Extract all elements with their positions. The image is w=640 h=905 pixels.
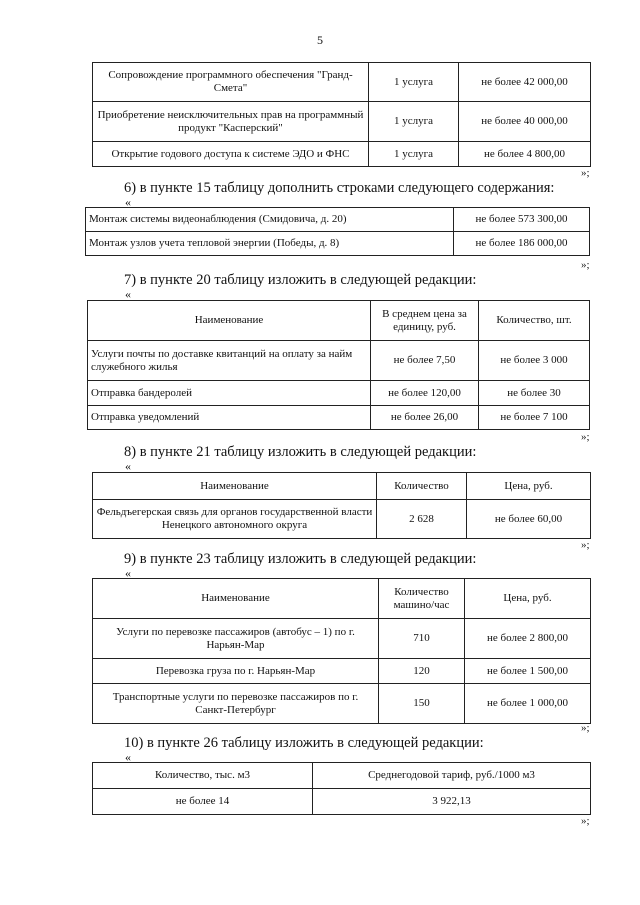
section-10-table (92, 762, 591, 815)
section-9-heading: 9) в пункте 23 таблицу изложить в следующей редакции: (124, 551, 477, 567)
service-name-cell: Отправка бандеролей (88, 381, 371, 406)
table-row (86, 232, 590, 256)
column-header: Количество машино/час (379, 579, 465, 619)
service-name-cell: Транспортные услуги по перевозке пассажиров по г. Санкт-Петербург (93, 684, 379, 724)
service-qty-cell: не более 3 000 (479, 341, 590, 381)
section-7-heading: 7) в пункте 20 таблицу изложить в следующей редакции: (124, 272, 477, 288)
service-name-cell: Услуги по перевозке пассажиров (автобус – 1) по г. Нарьян-Мар (93, 619, 379, 659)
table-row (93, 102, 591, 142)
service-qty-cell: 1 услуга (369, 102, 459, 142)
opening-quote: « (125, 195, 131, 209)
service-price-cell: не более 120,00 (371, 381, 479, 406)
column-header: Цена, руб. (465, 579, 591, 619)
service-price-cell: не более 1 000,00 (465, 684, 591, 724)
work-name-cell: Монтаж узлов учета тепловой энергии (Победы, д. 8) (86, 232, 454, 256)
service-qty-cell: 2 628 (377, 500, 467, 539)
column-header: В среднем цена за единицу, руб. (371, 301, 479, 341)
work-price-cell: не более 573 300,00 (454, 208, 590, 232)
service-qty-cell: не более 7 100 (479, 406, 590, 430)
section-8-heading: 8) в пункте 21 таблицу изложить в следующей редакции: (124, 444, 477, 460)
table-header-row (93, 579, 591, 619)
service-qty-cell: 1 услуга (369, 142, 459, 167)
column-header: Среднегодовой тариф, руб./1000 м3 (313, 763, 591, 789)
section-8-table (92, 472, 591, 539)
column-header: Наименование (88, 301, 371, 341)
closing-quote: »; (581, 259, 590, 271)
table-row (93, 142, 591, 167)
table-header-row (93, 473, 591, 500)
service-name-cell: Отправка уведомлений (88, 406, 371, 430)
opening-quote: « (125, 750, 131, 764)
service-price-cell: не более 26,00 (371, 406, 479, 430)
table-row (88, 341, 590, 381)
service-name-cell: Услуги почты по доставке квитанций на оплату за найм служебного жилья (88, 341, 371, 381)
service-price-cell: не более 40 000,00 (459, 102, 591, 142)
service-price-cell: не более 1 500,00 (465, 659, 591, 684)
service-qty-cell: 150 (379, 684, 465, 724)
service-price-cell: не более 60,00 (467, 500, 591, 539)
table-row (93, 659, 591, 684)
column-header: Наименование (93, 473, 377, 500)
service-price-cell: не более 2 800,00 (465, 619, 591, 659)
table-row (88, 381, 590, 406)
opening-quote: « (125, 459, 131, 473)
column-header: Цена, руб. (467, 473, 591, 500)
table-row (86, 208, 590, 232)
column-header: Количество (377, 473, 467, 500)
opening-quote: « (125, 566, 131, 580)
service-name-cell: Приобретение неисключительных прав на программный продукт "Касперский" (93, 102, 369, 142)
table-row (88, 406, 590, 430)
tariff-cell: 3 922,13 (313, 789, 591, 815)
service-qty-cell: 120 (379, 659, 465, 684)
service-name-cell: Фельдъегерская связь для органов государственной власти Ненецкого автономного округа (93, 500, 377, 539)
work-price-cell: не более 186 000,00 (454, 232, 590, 256)
service-qty-cell: 710 (379, 619, 465, 659)
section-9-table (92, 578, 591, 724)
table-row (93, 789, 591, 815)
section-7-table (87, 300, 590, 430)
page-number: 5 (317, 33, 323, 47)
table-header-row (88, 301, 590, 341)
table-row (93, 63, 591, 102)
service-name-cell: Сопровождение программного обеспечения "Гранд-Смета" (93, 63, 369, 102)
closing-quote: »; (581, 815, 590, 827)
column-header: Количество, тыс. м3 (93, 763, 313, 789)
table-row (93, 684, 591, 724)
service-price-cell: не более 7,50 (371, 341, 479, 381)
quantity-cell: не более 14 (93, 789, 313, 815)
software-services-table (92, 62, 591, 167)
service-price-cell: не более 4 800,00 (459, 142, 591, 167)
column-header: Наименование (93, 579, 379, 619)
closing-quote: »; (581, 167, 590, 179)
table-row (93, 500, 591, 539)
column-header: Количество, шт. (479, 301, 590, 341)
table-header-row (93, 763, 591, 789)
service-price-cell: не более 42 000,00 (459, 63, 591, 102)
service-name-cell: Открытие годового доступа к системе ЭДО и ФНС (93, 142, 369, 167)
table-row (93, 619, 591, 659)
service-qty-cell: не более 30 (479, 381, 590, 406)
closing-quote: »; (581, 539, 590, 551)
section-6-table (85, 207, 590, 256)
work-name-cell: Монтаж системы видеонаблюдения (Смидовича, д. 20) (86, 208, 454, 232)
closing-quote: »; (581, 431, 590, 443)
service-name-cell: Перевозка груза по г. Нарьян-Мар (93, 659, 379, 684)
closing-quote: »; (581, 722, 590, 734)
section-10-heading: 10) в пункте 26 таблицу изложить в следующей редакции: (124, 735, 484, 751)
opening-quote: « (125, 287, 131, 301)
section-6-heading: 6) в пункте 15 таблицу дополнить строками следующего содержания: (124, 180, 555, 196)
service-qty-cell: 1 услуга (369, 63, 459, 102)
